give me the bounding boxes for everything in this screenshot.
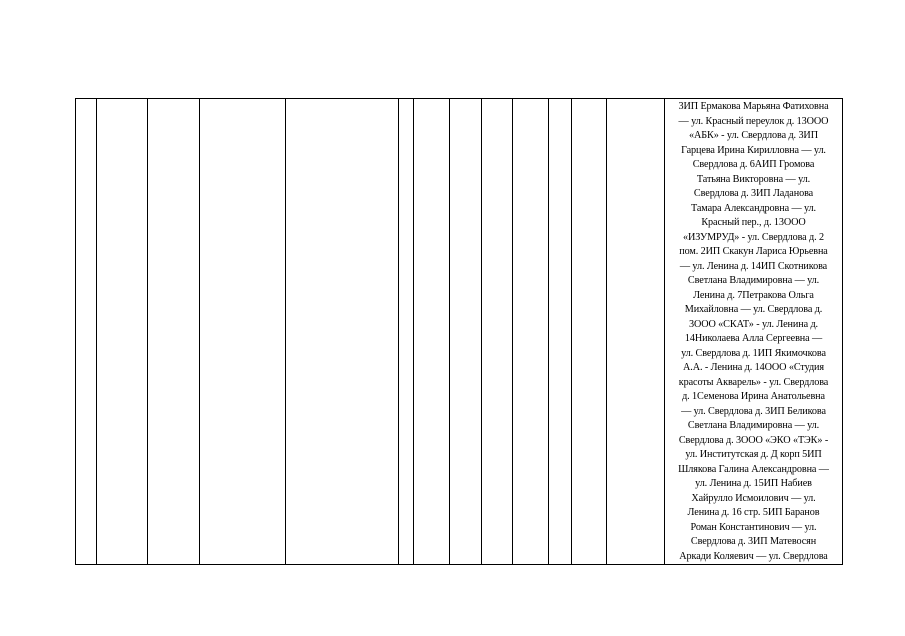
table-cell-13	[607, 99, 665, 565]
business-list-line: «ИЗУМРУД» - ул. Свердлова д. 2	[682, 231, 825, 243]
table-cell-1	[76, 99, 97, 565]
business-list-line: Светлана Владимировна — ул.	[687, 420, 820, 431]
business-list-line: Свердлова д. 3ИП Ладанова	[693, 188, 814, 199]
business-list-line: 3ООО «СКАТ» - ул. Ленина д.	[688, 318, 819, 330]
table-cell-3	[148, 99, 200, 565]
business-list-line: 3ИП Ермакова Марьяна Фатиховна	[678, 101, 829, 112]
business-list-line: — ул. Свердлова д. 3ИП Беликова	[681, 405, 826, 417]
business-list-line: — ул. Ленина д. 14ИП Скотникова	[679, 260, 828, 272]
table-cell-11	[549, 99, 572, 565]
table-cell-9	[482, 99, 513, 565]
business-list-line: Гарцева Ирина Кирилловна — ул.	[681, 144, 826, 156]
business-list-line: Хайрулло Исмоилович — ул.	[691, 492, 816, 504]
table-cell-6	[399, 99, 414, 565]
business-list-line: Тамара Александровна — ул.	[691, 202, 816, 214]
business-list-line: Ленина д. 16 стр. 5ИП Баранов	[687, 507, 820, 518]
business-list-line: пом. 2ИП Скакун Лариса Юрьевна	[679, 246, 828, 257]
document-table	[75, 98, 843, 565]
business-list-line: — ул. Красный переулок д. 13ООО	[678, 115, 829, 127]
table-cell-2	[97, 99, 148, 565]
business-list-line: Свердлова д. 3ООО «ЭКО «ТЭК» -	[678, 434, 829, 446]
business-list-line: Свердлова д. 6АИП Громова	[692, 159, 815, 170]
business-list-line: ул. Свердлова д. 1ИП Якимочкова	[681, 347, 826, 359]
business-list-line: Михайловна — ул. Свердлова д.	[684, 304, 823, 315]
business-list-line: Светлана Владимировна — ул.	[687, 275, 820, 286]
business-list-line: А.А. - Ленина д. 14ООО «Студия	[682, 362, 824, 373]
business-list-line: 14Николаева Алла Сергеевна —	[684, 333, 823, 344]
business-list-cell	[665, 99, 843, 565]
table-cell-10	[513, 99, 549, 565]
business-list-line: ул. Ленина д. 15ИП Набиев	[695, 478, 812, 489]
table-cell-12	[572, 99, 607, 565]
business-list-line: «АБК» - ул. Свердлова д. 3ИП	[689, 130, 818, 141]
business-list-line: Роман Константинович — ул.	[690, 521, 817, 533]
business-list-line: ул. Институтская д. Д корп 5ИП	[685, 449, 822, 460]
table-cell-5	[286, 99, 399, 565]
business-list-line: Татьяна Викторовна — ул.	[696, 173, 811, 185]
business-list-line: Ленина д. 7Петракова Ольга	[693, 289, 814, 301]
table-cell-7	[414, 99, 450, 565]
table-cell-8	[450, 99, 482, 565]
table-cell-4	[200, 99, 286, 565]
business-list-line: д. 1Семенова Ирина Анатольевна	[682, 391, 825, 402]
business-list-line: Аркади Коляевич — ул. Свердлова	[679, 550, 828, 562]
business-list-line: Свердлова д. 3ИП Матевосян	[690, 536, 817, 547]
business-list-line: Красный пер., д. 13ООО	[701, 217, 806, 228]
business-list-line: Шлякова Галина Александровна —	[678, 463, 829, 475]
table-row	[76, 99, 843, 565]
business-list-line: красоты Акварель» - ул. Свердлова	[678, 376, 829, 388]
